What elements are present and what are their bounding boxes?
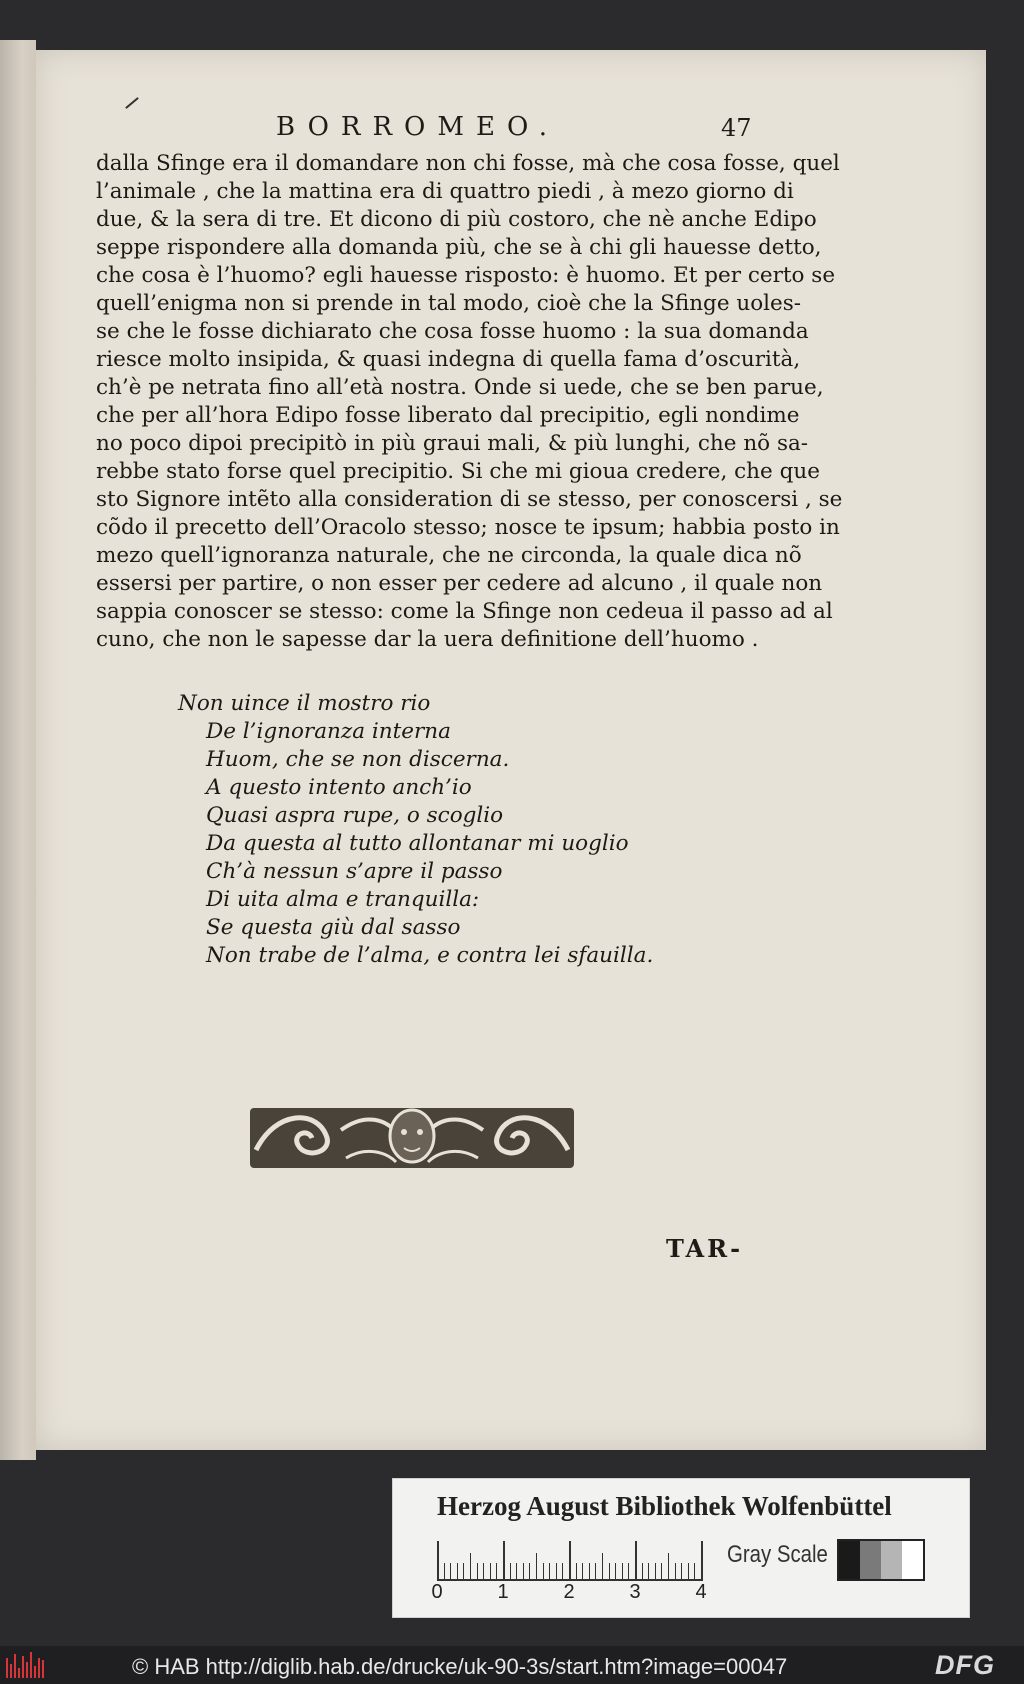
- running-head-title: BORROMEO.: [276, 112, 560, 142]
- ruler-tick: [648, 1563, 649, 1579]
- catchword: TAR-: [666, 1234, 744, 1263]
- verse-line: Non uince il mostro rio: [178, 691, 431, 716]
- text-line: sto Signore intẽto alla consideration di se stesso, per conoscersi , se: [96, 487, 843, 512]
- gray-swatch: [839, 1541, 860, 1579]
- logo-bar: [26, 1662, 28, 1678]
- ruler-tick: [602, 1553, 603, 1579]
- body-text: [96, 150, 843, 654]
- logo-bar: [18, 1668, 20, 1678]
- ruler-label: 1: [497, 1581, 509, 1603]
- verse-line: Di uita alma e tranquilla:: [206, 887, 480, 912]
- dfg-logo: DFG: [935, 1650, 995, 1680]
- ruler-tick: [483, 1563, 484, 1579]
- text-line: che cosa è l’huomo? egli hauesse risposto: è huomo. Et per certo se: [96, 263, 836, 288]
- gray-swatch: [881, 1541, 902, 1579]
- verse-stanza: [178, 690, 653, 970]
- ruler-tick: [529, 1563, 530, 1579]
- ruler-tick: [457, 1563, 458, 1579]
- logo-bar: [30, 1652, 32, 1678]
- text-line: ch’è pe netrata fino all’età nostra. Onde si uede, che se ben parue,: [96, 375, 824, 400]
- ruler-tick: [523, 1563, 524, 1579]
- ruler-tick: [642, 1563, 643, 1579]
- text-line: se che le fosse dichiarato che cosa fosse huomo : la sua domanda: [96, 319, 809, 344]
- text-line: che per all’hora Edipo fosse liberato dal precipitio, egli nondime: [96, 403, 800, 428]
- verse-line: Ch’à nessun s’apre il passo: [206, 859, 503, 884]
- text-line: cuno, che non le sapesse dar la uera definitione dell’huomo .: [96, 627, 759, 652]
- ruler-tick: [450, 1563, 451, 1579]
- ruler-tick: [681, 1563, 682, 1579]
- verse-line: Non trabe de l’alma, e contra lei sfauilla.: [206, 943, 654, 968]
- ruler-tick: [668, 1553, 669, 1579]
- ruler-tick: [463, 1563, 464, 1579]
- book-page: [36, 50, 986, 1450]
- ruler-tick: [549, 1563, 550, 1579]
- text-line: rebbe stato forse quel precipitio. Si che mi gioua credere, che que: [96, 459, 820, 484]
- ruler-tick: [503, 1541, 505, 1579]
- library-color-card: [392, 1478, 970, 1618]
- text-line: essersi per partire, o non esser per cedere ad alcuno , il quale non: [96, 571, 823, 596]
- running-head: [36, 112, 986, 146]
- logo-bar: [34, 1666, 36, 1678]
- ruler-tick: [635, 1541, 637, 1579]
- text-line: no poco dipoi precipitò in più graui mali, & più lunghi, che nõ sa-: [96, 431, 809, 456]
- text-line: l’animale , che la mattina era di quattro piedi , à mezo giorno di: [96, 179, 794, 204]
- ruler-tick: [628, 1563, 629, 1579]
- text-line: riesce molto insipida, & quasi indegna di quella fama d’oscurità,: [96, 347, 801, 372]
- ruler-tick: [490, 1563, 491, 1579]
- text-line: due, & la sera di tre. Et dicono di più costoro, che nè anche Edipo: [96, 207, 817, 232]
- ruler-tick: [444, 1563, 445, 1579]
- ruler-label: 2: [563, 1581, 575, 1603]
- measurement-ruler: [437, 1539, 703, 1581]
- logo-bar: [38, 1658, 40, 1678]
- text-line: cõdo il precetto dell’Oracolo stesso; nosce te ipsum; habbia posto in: [96, 515, 840, 540]
- ruler-tick: [562, 1563, 563, 1579]
- text-line: sappia conoscer se stesso: come la Sfinge non cedeua il passo ad al: [96, 599, 833, 624]
- ruler-tick: [701, 1541, 703, 1579]
- verse-line: Da questa al tutto allontanar mi uoglio: [206, 831, 629, 856]
- gray-swatch: [902, 1541, 923, 1579]
- hab-logo-icon: [6, 1652, 46, 1678]
- ruler-tick: [437, 1541, 439, 1579]
- ruler-tick: [496, 1563, 497, 1579]
- ruler-label: 4: [695, 1581, 707, 1603]
- logo-bar: [14, 1654, 16, 1678]
- text-line: mezo quell’ignoranza naturale, che ne circonda, la quale dica nõ: [96, 543, 802, 568]
- ruler-tick: [675, 1563, 676, 1579]
- viewer-footer: [0, 1646, 1024, 1684]
- verse-line: De l’ignoranza interna: [206, 719, 451, 744]
- verse-line: Huom, che se non discerna.: [206, 747, 510, 772]
- text-line: seppe rispondere alla domanda più, che se à chi gli hauesse detto,: [96, 235, 822, 260]
- ruler-tick: [477, 1563, 478, 1579]
- ruler-tick: [543, 1563, 544, 1579]
- gray-swatch: [860, 1541, 881, 1579]
- ruler-tick: [470, 1553, 471, 1579]
- ruler-tick: [510, 1563, 511, 1579]
- ruler-label: 0: [431, 1581, 443, 1603]
- ruler-tick: [595, 1563, 596, 1579]
- logo-bar: [6, 1658, 8, 1678]
- verse-line: Se questa giù dal sasso: [206, 915, 461, 940]
- gray-scale-label: Gray Scale: [727, 1541, 828, 1568]
- ruler-tick: [609, 1563, 610, 1579]
- logo-bar: [10, 1664, 12, 1678]
- page-number: 47: [721, 114, 752, 142]
- ruler-tick: [622, 1563, 623, 1579]
- ruler-tick: [615, 1563, 616, 1579]
- gray-scale-swatch: [837, 1539, 925, 1581]
- verse-line: A questo intento anch’io: [206, 775, 472, 800]
- ruler-tick: [536, 1553, 537, 1579]
- ruler-tick: [516, 1563, 517, 1579]
- logo-bar: [42, 1660, 44, 1678]
- logo-bar: [22, 1656, 24, 1678]
- ruler-tick: [582, 1563, 583, 1579]
- headpiece-ornament-icon: [246, 1090, 578, 1172]
- ruler-tick: [589, 1563, 590, 1579]
- ruler-tick: [556, 1563, 557, 1579]
- verse-line: Quasi aspra rupe, o scoglio: [206, 803, 504, 828]
- ruler-tick: [576, 1563, 577, 1579]
- stray-pen-mark: [125, 97, 139, 109]
- ruler-label: 3: [629, 1581, 641, 1603]
- ruler-tick: [688, 1563, 689, 1579]
- ruler-tick: [655, 1563, 656, 1579]
- library-name: Herzog August Bibliothek Wolfenbüttel: [437, 1491, 892, 1521]
- text-line: dalla Sfinge era il domandare non chi fosse, mà che cosa fosse, quel: [96, 151, 840, 176]
- ruler-tick: [661, 1563, 662, 1579]
- adjacent-page-edge: [0, 40, 36, 1460]
- ruler-tick: [694, 1563, 695, 1579]
- ruler-tick: [569, 1541, 571, 1579]
- text-line: quell’enigma non si prende in tal modo, cioè che la Sfinge uoles-: [96, 291, 802, 316]
- copyright-link[interactable]: © HAB http://diglib.hab.de/drucke/uk-90-3s/start.htm?image=00047: [132, 1654, 788, 1679]
